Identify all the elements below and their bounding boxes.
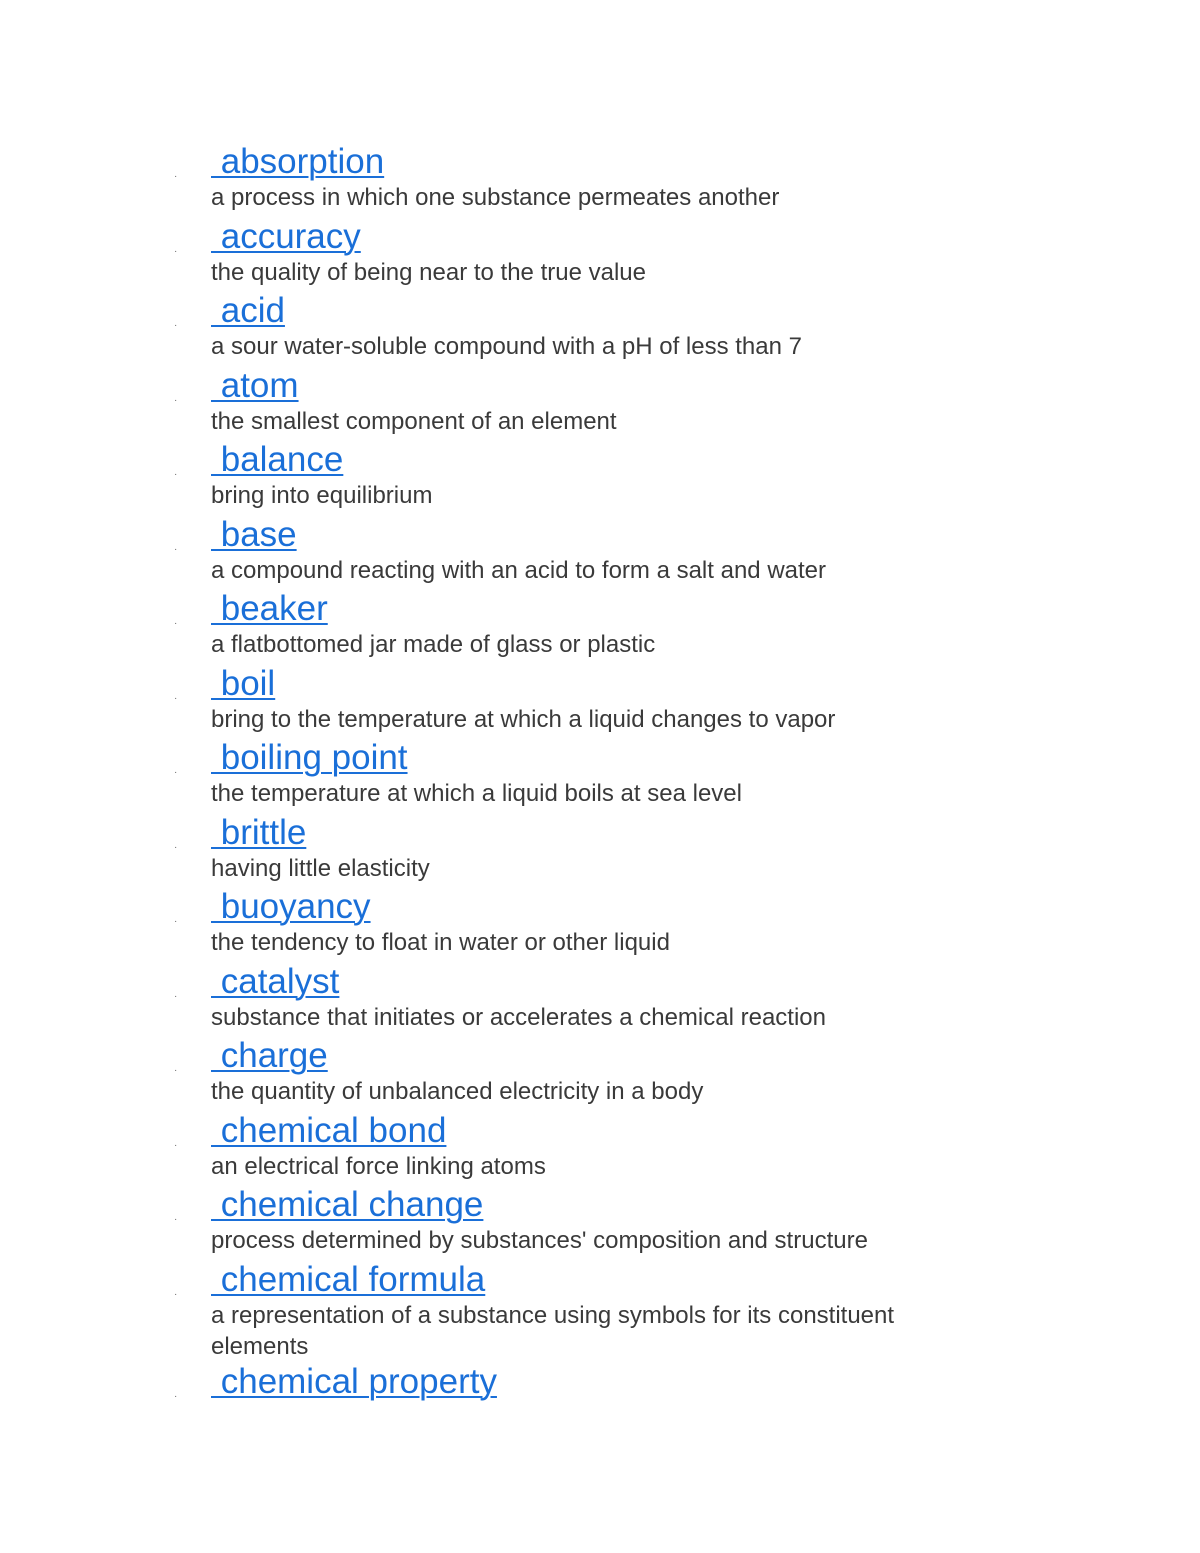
glossary-entry — [0, 440, 1200, 515]
bullet-dot-icon: · — [174, 916, 178, 927]
bullet-dot-icon: · — [174, 543, 178, 555]
term-link-boiling-point[interactable]: boiling point — [211, 738, 408, 777]
glossary-entry — [0, 366, 1200, 441]
term-definition: an electrical force linking atoms — [211, 1152, 546, 1180]
term-definition: the temperature at which a liquid boils at sea level — [211, 780, 742, 807]
glossary-entry — [0, 962, 1200, 1037]
term-definition: bring to the temperature at which a liquid changes to vapor — [211, 705, 836, 733]
glossary-entry — [0, 291, 1200, 366]
term-definition: the quantity of unbalanced electricity in a body — [211, 1078, 704, 1105]
term-definition: a sour water-soluble compound with a pH of less than 7 — [211, 333, 802, 360]
bullet-dot-icon: · — [174, 1288, 178, 1300]
term-link-beaker[interactable]: beaker — [211, 589, 328, 628]
term-definition: the tendency to float in water or other liquid — [211, 929, 670, 956]
glossary-entry — [0, 142, 1200, 217]
term-link-balance[interactable]: balance — [211, 440, 344, 479]
glossary-list — [0, 142, 1200, 1402]
bullet-dot-icon: · — [174, 1139, 178, 1151]
term-definition: process determined by substances' composition and structure — [211, 1227, 868, 1254]
term-link-chemical-change[interactable]: chemical change — [211, 1185, 484, 1224]
glossary-entry — [0, 887, 1200, 962]
bullet-dot-icon: · — [174, 1214, 178, 1225]
bullet-dot-icon: · — [174, 1390, 178, 1402]
term-definition: a process in which one substance permeates another — [211, 184, 780, 211]
bullet-dot-icon: · — [174, 841, 178, 853]
bullet-dot-icon: · — [174, 990, 178, 1002]
bullet-dot-icon: · — [174, 171, 178, 182]
term-definition: a representation of a substance using symbols for its constituent elements — [211, 1301, 895, 1360]
term-definition: having little elasticity — [211, 854, 430, 882]
bullet-dot-icon: · — [174, 394, 178, 406]
glossary-entry — [0, 1036, 1200, 1111]
term-definition: a flatbottomed jar made of glass or plastic — [211, 631, 656, 658]
bullet-dot-icon: · — [174, 469, 178, 480]
glossary-entry — [0, 1185, 1200, 1260]
bullet-dot-icon: · — [174, 692, 178, 704]
bullet-dot-icon: · — [174, 1065, 178, 1076]
term-link-charge[interactable]: charge — [211, 1036, 328, 1075]
term-link-chemical-property[interactable]: chemical property — [211, 1361, 497, 1401]
glossary-entry — [0, 738, 1200, 813]
glossary-entry — [0, 1362, 1200, 1402]
term-link-absorption[interactable]: absorption — [211, 142, 385, 181]
glossary-entry — [0, 813, 1200, 888]
glossary-entry — [0, 589, 1200, 664]
term-link-chemical-bond[interactable]: chemical bond — [211, 1110, 447, 1150]
term-link-buoyancy[interactable]: buoyancy — [211, 887, 371, 926]
term-link-brittle[interactable]: brittle — [211, 812, 307, 852]
term-definition: the smallest component of an element — [211, 407, 617, 435]
bullet-dot-icon: · — [174, 767, 178, 778]
bullet-dot-icon: · — [174, 320, 178, 331]
term-definition: bring into equilibrium — [211, 482, 433, 509]
bullet-dot-icon: · — [174, 245, 178, 257]
term-link-catalyst[interactable]: catalyst — [211, 961, 340, 1001]
term-definition: the quality of being near to the true value — [211, 258, 646, 286]
glossary-entry — [0, 664, 1200, 739]
term-link-base[interactable]: base — [211, 514, 297, 554]
term-definition: substance that initiates or accelerates a chemical reaction — [211, 1003, 826, 1031]
glossary-entry — [0, 515, 1200, 590]
term-link-boil[interactable]: boil — [211, 663, 276, 703]
term-definition: a compound reacting with an acid to form a salt and water — [211, 556, 826, 584]
bullet-dot-icon: · — [174, 618, 178, 629]
term-link-atom[interactable]: atom — [211, 365, 299, 405]
term-link-acid[interactable]: acid — [211, 291, 285, 330]
glossary-entry — [0, 1260, 1200, 1362]
glossary-entry — [0, 217, 1200, 292]
term-link-chemical-formula[interactable]: chemical formula — [211, 1259, 486, 1299]
term-link-accuracy[interactable]: accuracy — [211, 216, 361, 256]
glossary-entry — [0, 1111, 1200, 1186]
